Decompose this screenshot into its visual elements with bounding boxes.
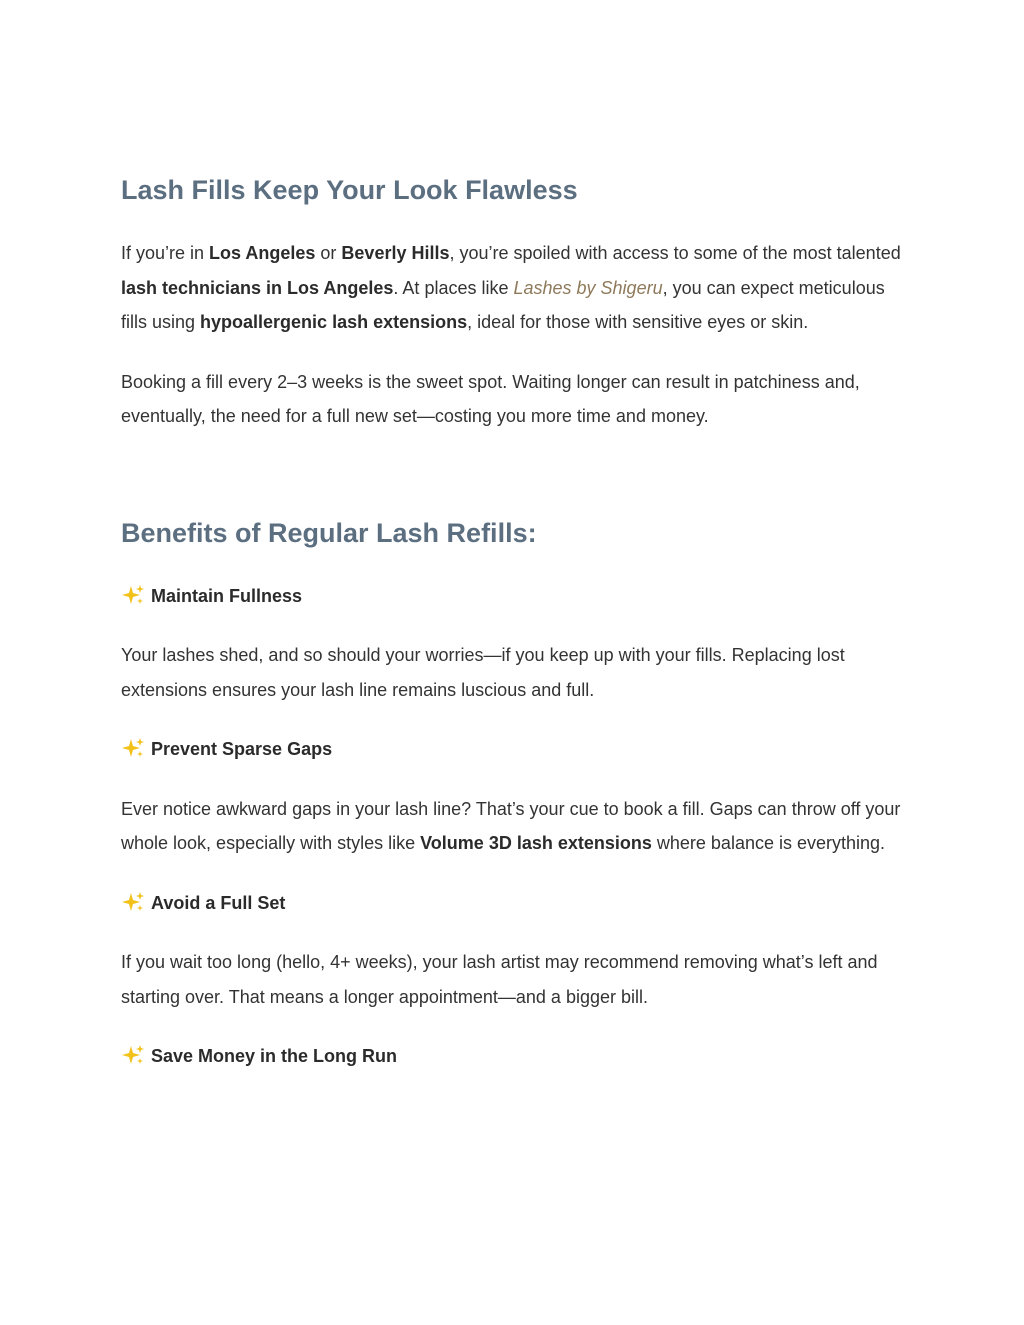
booking-paragraph: Booking a fill every 2–3 weeks is the sweet spot. Waiting longer can result in patchiness and, eventually, the need for a full new set—costing you more time and money.	[121, 371, 860, 426]
benefit-title-text: Save Money in the Long Run	[151, 1046, 398, 1066]
gaps-text-1: Ever notice awkward gaps in your lash line? That’s your cue to book a fill. Gaps can throw off your whole look, especially with styles like	[121, 798, 901, 853]
intro-text-3: , you’re spoiled with access to some of the most talented	[449, 243, 901, 263]
benefit-title-save-money	[121, 1039, 911, 1074]
benefit-title-maintain-fullness	[121, 579, 911, 614]
section-heading-lash-fills: Lash Fills Keep Your Look Flawless	[121, 175, 578, 205]
gaps-text-2: where balance is everything.	[651, 833, 886, 853]
bold-volume-3d: Volume 3D lash extensions	[420, 833, 652, 853]
lashes-by-shigeru-link[interactable]: Lashes by Shigeru	[513, 277, 663, 298]
sparkles-icon	[121, 1043, 145, 1067]
sparkles-icon	[121, 736, 145, 760]
benefit-body-prevent-gaps	[121, 792, 911, 861]
document-page	[121, 168, 911, 1074]
benefit-title-text: Avoid a Full Set	[151, 892, 286, 913]
section-heading-benefits: Benefits of Regular Lash Refills:	[121, 517, 537, 548]
intro-text-4: . At places like	[393, 277, 514, 298]
bold-beverly-hills: Beverly Hills	[341, 243, 450, 263]
intro-text-1: If you’re in	[121, 243, 210, 263]
benefit-body-avoid-full-set: If you wait too long (hello, 4+ weeks), your lash artist may recommend removing what’s left and starting over. That means a longer appointment—and a bigger bill.	[121, 952, 878, 1007]
bold-hypoallergenic: hypoallergenic lash extensions	[200, 312, 468, 332]
bold-lash-technicians: lash technicians in Los Angeles	[121, 277, 394, 298]
intro-paragraph	[121, 236, 911, 340]
benefit-title-avoid-full-set	[121, 886, 911, 921]
benefit-title-text: Prevent Sparse Gaps	[151, 739, 333, 759]
benefit-title-text: Maintain Fullness	[151, 585, 303, 606]
benefit-title-prevent-gaps	[121, 732, 911, 767]
sparkles-icon	[121, 890, 145, 914]
benefit-body-maintain-fullness: Your lashes shed, and so should your worries—if you keep up with your fills. Replacing lost extensions ensures your lash line remains luscious and full.	[121, 645, 845, 700]
sparkles-icon	[121, 583, 145, 607]
intro-text-2: or	[315, 243, 342, 263]
intro-text-6: , ideal for those with sensitive eyes or skin.	[467, 312, 809, 332]
bold-los-angeles: Los Angeles	[209, 243, 316, 263]
intro-text-5: , you can expect meticulous fills using	[121, 277, 885, 332]
